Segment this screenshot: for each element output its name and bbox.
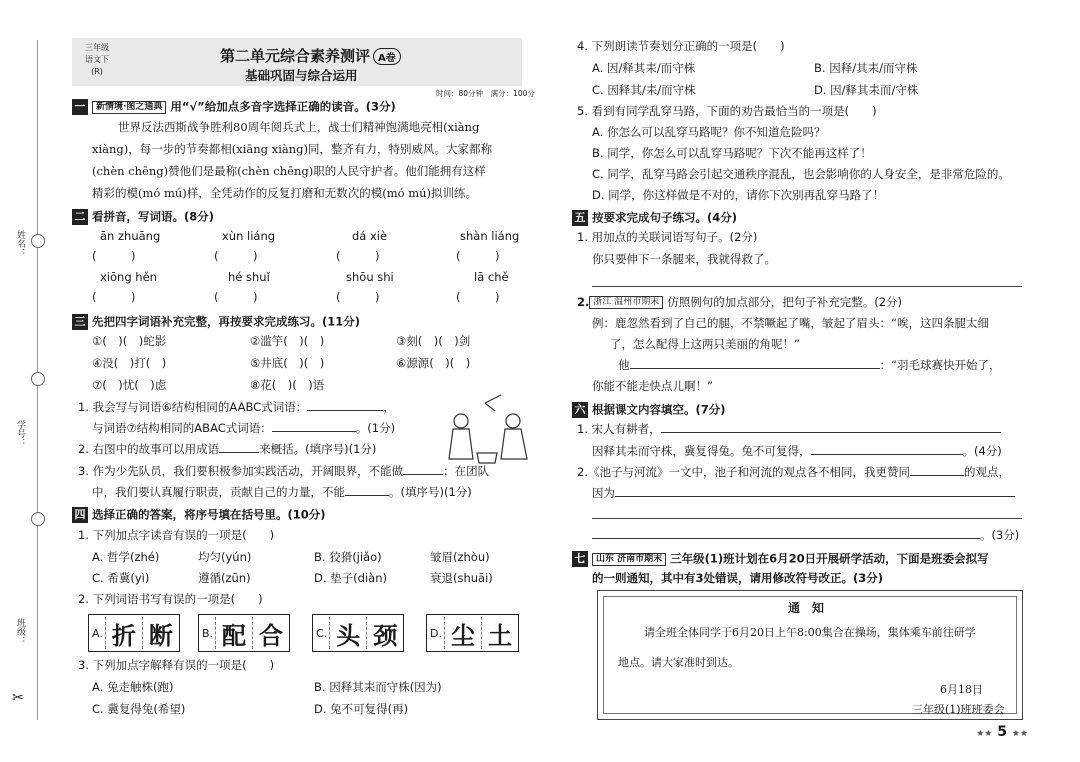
answer-paren[interactable]: ( ) [214,249,258,263]
s4-q2: 2. 下列词语书写有误的一项是( ) [78,592,263,606]
s6-q1a: 1. 宋人有耕者， [577,424,1001,436]
option: C. 冀复得兔(希望) [92,702,186,716]
notice-sign: 三年级(1)班班委会 [912,703,1005,716]
student-id-label: 学号： [15,420,25,447]
pinyin: xiōng hěn [100,270,157,284]
s5-last: 你能不能走快点儿啊！” [592,379,713,393]
option: B. 同学，你怎么可以乱穿马路呢？下次不能再这样了！ [592,146,872,160]
idiom-item: ⑧花( )( )语 [250,378,325,392]
word-box-c: C. 头 颈 [312,614,404,652]
answer-paren[interactable]: ( ) [336,249,380,263]
s6-q1b: 因释其耒而守株，冀复得兔。兔不可复得， 。(4分) [592,444,1002,458]
answer-blank[interactable] [345,495,389,496]
option: 衰退(shuāi) [430,571,493,585]
idiom-item: ⑥源源( )( ) [396,356,471,370]
idiom-item: ③刻( )( )剑 [396,334,471,348]
name-label: 姓名： [15,230,25,257]
r-q5: 5. 看到有同学乱穿马路，下面的劝告最恰当的一项是( ) [577,104,877,118]
option: C. 希冀(yì) [92,571,150,585]
option: D. 同学，你这样做是不对的，请你下次别再乱穿马路了！ [592,188,885,202]
notice-date: 6月18日 [940,683,983,696]
pinyin: ān zhuāng [100,229,161,243]
s3-q2: 2. 右图中的故事可以用成语 来概括。(填序号)(1分) [78,442,377,456]
option: 皱眉(zhòu) [430,550,490,564]
r-q4: 4. 下列朗读节奏划分正确的一项是( ) [577,39,785,53]
idiom-item: ②滥竽( )( ) [250,334,325,348]
s1-line: 世界反法西斯战争胜利80周年阅兵式上，战士们精神饱满地亮相(xiàng [118,120,480,134]
s1-line: xiàng)，每一步的节奏都相(xiāng xiàng)同，整齐有力，特别威风。大家都称 [92,142,492,156]
idiom-item: ⑦( )忧( )虑 [92,378,167,392]
section-4-title: 四 选择正确的答案，将序号填在括号里。(10分) [72,507,326,523]
answer-blank[interactable] [910,475,964,476]
grade: 三年级 [85,43,109,52]
section-3-title: 三 先把四字词语补充完整，再按要求完成练习。(11分) [72,314,360,330]
s4-q3: 3. 下列加点字解释有误的一项是( ) [78,658,275,672]
answer-blank[interactable] [592,538,980,539]
class-label: 班级： [15,618,25,645]
time-score: 时间：80分钟 满分：100分 [436,89,535,98]
answer-line[interactable] [592,518,1022,519]
s3-q1a: 1. 我会写与词语⑥结构相同的AABC式词语： ， [78,400,395,414]
subject: 语文下 [85,55,109,64]
answer-paren[interactable]: ( ) [336,290,380,304]
s5-q1: 1. 用加点的关联词语写句子。(2分) [577,230,758,244]
idiom-item: ⑤井底( )( ) [250,356,325,370]
example-line: 例：鹿忽然看到了自己的腿，不禁噘起了嘴，皱起了眉头：“唉，这四条腿太细 [592,316,989,330]
option: A. 哲学(zhé) [92,550,160,564]
answer-blank[interactable] [811,454,963,455]
answer-paren[interactable]: ( ) [456,290,500,304]
option: D. 兔不可复得(再) [314,702,409,716]
answer-blank[interactable] [615,496,1015,497]
s3-q3a: 3. 作为少先队员，我们要积极参加实践活动，开阔眼界，不能做 ；在团队 [78,464,490,478]
option: 均匀(yún) [198,550,252,564]
pinyin: hé shuǐ [228,270,270,284]
option: B. 因释/其耒/而守株 [814,61,918,75]
page-number: ★★ 5 ★★ [976,724,1028,740]
option: C. 同学，乱穿马路会引起交通秩序混乱，也会影响你的人身安全，是非常危险的。 [592,167,1010,181]
notice-title: 通 知 [788,601,825,615]
option: B. 因释其耒而守株(因为) [314,680,442,694]
answer-blank[interactable] [272,431,356,432]
answer-blank[interactable] [661,432,1001,433]
s1-line: 精彩的模(mó mú)样，全凭动作的反复打磨和无数次的模(mó mú)拟训练。 [92,186,478,200]
grade-box [74,42,120,82]
option: D. 因/释其耒而/守株 [814,83,919,97]
pinyin: shōu shi [346,270,394,284]
answer-paren[interactable]: ( ) [214,290,258,304]
scissors-icon: ✂ [12,690,24,706]
section-7-title: 七 山东 济南市期末 三年级(1)班计划在6月20日开展研学活动，下面是班委会拟写 [572,551,989,567]
option: A. 因/释其耒/而守株 [592,61,696,75]
example-line: 了，怎么配得上这两只美丽的角呢！” [610,337,800,351]
answer-paren[interactable]: ( ) [92,249,136,263]
pinyin: dá xiè [352,229,388,243]
page-title: 第二单元综合素养测评 A卷 [220,45,401,66]
idiom-item: ①( )( )蛇影 [92,334,167,348]
option: B. 狡猾(jiǎo) [314,550,382,564]
pinyin: xùn liáng [222,229,276,243]
answer-line[interactable] [592,286,1022,287]
s5-fill: 他 ：“羽毛球赛快开始了， [618,358,1001,372]
answer-blank[interactable] [219,452,259,453]
section-7-title-2: 的一则通知，其中有3处错误，请用修改符号改正。(3分) [592,571,884,585]
section-6-title: 六 根据课文内容填空。(7分) [572,402,726,418]
s1-line: (chèn chēng)赞他们是最称(chèn chēng)职的人民守护者。他们能拥有这样 [92,164,486,178]
star-icon: ★★ [976,729,993,739]
binding-ring [31,372,45,386]
section-2-title: 二 看拼音，写词语。(8分) [72,209,214,225]
s4-q1: 1. 下列加点字读音有误的一项是( ) [78,528,275,542]
s6-q2b: 因为 [592,488,1015,500]
option: D. 垫子(diàn) [314,571,387,585]
pinyin: lā chě [474,270,509,284]
s5-q1-sentence: 你只要伸下一条腿来，我就得救了。 [592,252,776,266]
s5-q2: 2. 浙江 温州市期末 仿照例句的加点部分，把句子补充完整。(2分) [577,295,903,309]
paper-tag: A卷 [373,48,401,65]
section-1-title: 一 新情境·图之通典 用“√”给加点多音字选择正确的读音。(3分) [72,99,396,115]
binding-ring [31,234,45,248]
pinyin: shàn liáng [460,229,520,243]
notice-body: 请全班全体同学于6月20日上午8:00集合在操场，集体乘车前往研学 [644,626,976,639]
answer-blank[interactable] [307,410,383,411]
section-5-title: 五 按要求完成句子练习。(4分) [572,210,737,226]
option: A. 兔走触株(跑) [92,680,174,694]
option: A. 你怎么可以乱穿马路呢？你不知道危险吗？ [592,125,826,139]
idiom-item: ④没( )打( ) [92,356,167,370]
s3-q1b: 与词语⑦结构相同的ABAC式词语： 。(1分) [92,421,396,435]
s3-q3b: 中，我们要认真履行职责，贡献自己的力量，不能 。(填序号)(1分) [92,485,472,499]
word-box-b: B. 配 合 [198,614,290,652]
edition: (R) [91,67,103,76]
answer-paren[interactable]: ( ) [456,249,500,263]
answer-paren[interactable]: ( ) [92,290,136,304]
binding-ring [31,512,45,526]
answer-blank[interactable] [630,368,880,369]
star-icon: ★★ [1011,729,1028,739]
page-subtitle: 基础巩固与综合运用 [245,68,358,83]
answer-blank[interactable] [403,474,443,475]
option: 遵循(zūn) [198,571,251,585]
word-box-a: A. 折 断 [88,614,180,652]
notice-body: 地点。请大家准时到达。 [618,656,739,669]
s6-q2c: 。(3分) [592,530,1019,542]
s6-q2a: 2.《池子与河流》一文中，池子和河流的观点各不相同，我更赞同 的观点， [577,465,1010,479]
story-illustration [443,393,533,465]
word-box-d: D. 尘 土 [426,614,519,652]
option: C. 因释其/耒/而守株 [592,83,696,97]
